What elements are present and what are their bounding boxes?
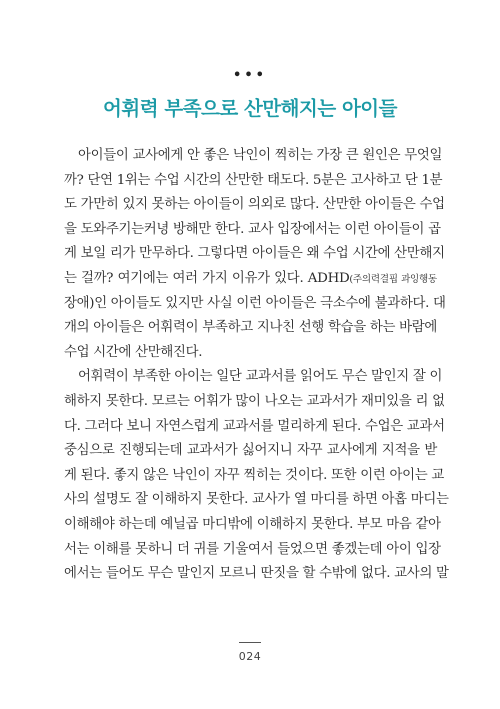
text-line: 다. 그러다 보니 자연스럽게 교과서를 멀리하게 된다. 수업은 교과서 xyxy=(64,418,445,434)
text-line: 서는 이해를 못하니 더 귀를 기울여서 들었으면 좋겠는데 아이 입장 xyxy=(64,541,441,557)
text-line: 도 가만히 있지 못하는 아이들이 의외로 많다. 산만한 아이들은 수업 xyxy=(64,197,445,213)
text-line: 에서는 들어도 무슨 말인지 모르니 딴짓을 할 수밖에 없다. 교사의 말 xyxy=(64,566,449,582)
text-line xyxy=(64,267,437,292)
text-line: 까? 단연 1위는 수업 시간의 산만한 태도다. 5분은 고사하고 단 1분 xyxy=(64,172,443,188)
text-line: 중심으로 진행되는데 교과서가 싫어지니 자꾸 교사에게 지적을 받 xyxy=(64,443,437,459)
section-ornament: ••• xyxy=(233,68,267,83)
text-line: 개의 아이들은 어휘력이 부족하고 지나친 선행 학습을 하는 바람에 xyxy=(64,320,437,336)
footer-rule xyxy=(239,642,261,643)
text-line: 수업 시간에 산만해진다. xyxy=(64,344,203,360)
text-line: 게 보일 리가 만무하다. 그렇다면 아이들은 왜 수업 시간에 산만해지 xyxy=(64,246,445,262)
page-number: 024 xyxy=(238,650,262,663)
body-text xyxy=(64,144,449,587)
text-line-segment: 는 걸까? 여기에는 여러 가지 이유가 있다. ADHD xyxy=(64,270,350,286)
text-line: 사의 설명도 잘 이해하지 못한다. 교사가 열 마디를 하면 아홉 마디는 xyxy=(64,492,449,508)
text-line: 이해해야 하는데 예닐곱 마디밖에 이해하지 못한다. 부모 마음 같아 xyxy=(64,516,441,532)
text-line: 해하지 못한다. 모르는 어휘가 많이 나오는 교과서가 재미있을 리 없 xyxy=(64,393,445,409)
text-line: 을 도와주기는커녕 방해만 한다. 교사 입장에서는 이런 아이들이 곱 xyxy=(64,221,441,237)
text-line: 아이들이 교사에게 안 좋은 낙인이 찍히는 가장 큰 원인은 무엇일 xyxy=(78,148,443,163)
section-heading: 어휘력 부족으로 산만해지는 아이들 xyxy=(103,97,397,120)
text-line: 어휘력이 부족한 아이는 일단 교과서를 읽어도 무슨 말인지 잘 이 xyxy=(78,369,443,385)
text-line: 게 된다. 좋지 않은 낙인이 자꾸 찍히는 것이다. 또한 이런 아이는 교 xyxy=(64,467,444,483)
text-line: 장애)인 아이들도 있지만 사실 이런 아이들은 극소수에 불과하다. 대 xyxy=(64,295,446,311)
adhd-footnote-text: (주의력결핍 과잉행동 xyxy=(349,273,437,285)
paragraph-2 xyxy=(64,365,449,586)
paragraph-1 xyxy=(64,144,446,365)
